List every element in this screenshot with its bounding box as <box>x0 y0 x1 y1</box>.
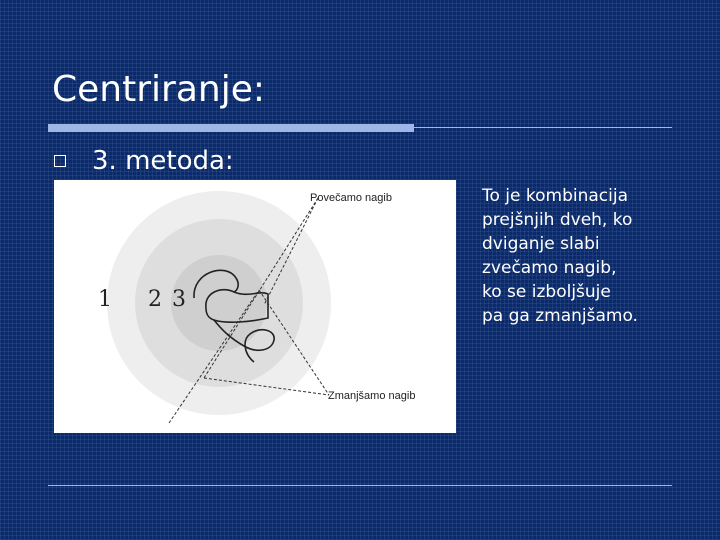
mark-3: 3 <box>172 287 186 312</box>
label-decrease-slope: Zmanjšamo nagib <box>328 390 416 402</box>
slide-title: Centriranje: <box>52 69 265 110</box>
title-underline-thick <box>48 124 414 132</box>
square-bullet-icon <box>54 155 66 167</box>
explanation-text <box>482 184 702 328</box>
explanation-line: prejšnjih dveh, ko <box>482 210 633 230</box>
explanation-line: zvečamo nagib, <box>482 258 617 278</box>
mark-1: 1 <box>98 287 112 312</box>
mark-2: 2 <box>148 287 162 312</box>
explanation-line: pa ga zmanjšamo. <box>482 306 638 326</box>
explanation-line: To je kombinacija <box>482 186 629 206</box>
explanation-line: dviganje slabi <box>482 234 600 254</box>
footer-rule <box>48 485 672 486</box>
explanation-line: ko se izboljšuje <box>482 282 611 302</box>
centering-diagram <box>54 180 456 433</box>
title-underline-thin <box>414 127 672 128</box>
label-increase-slope: Povečamo nagib <box>310 192 392 204</box>
bullet-text: 3. metoda: <box>92 146 234 176</box>
